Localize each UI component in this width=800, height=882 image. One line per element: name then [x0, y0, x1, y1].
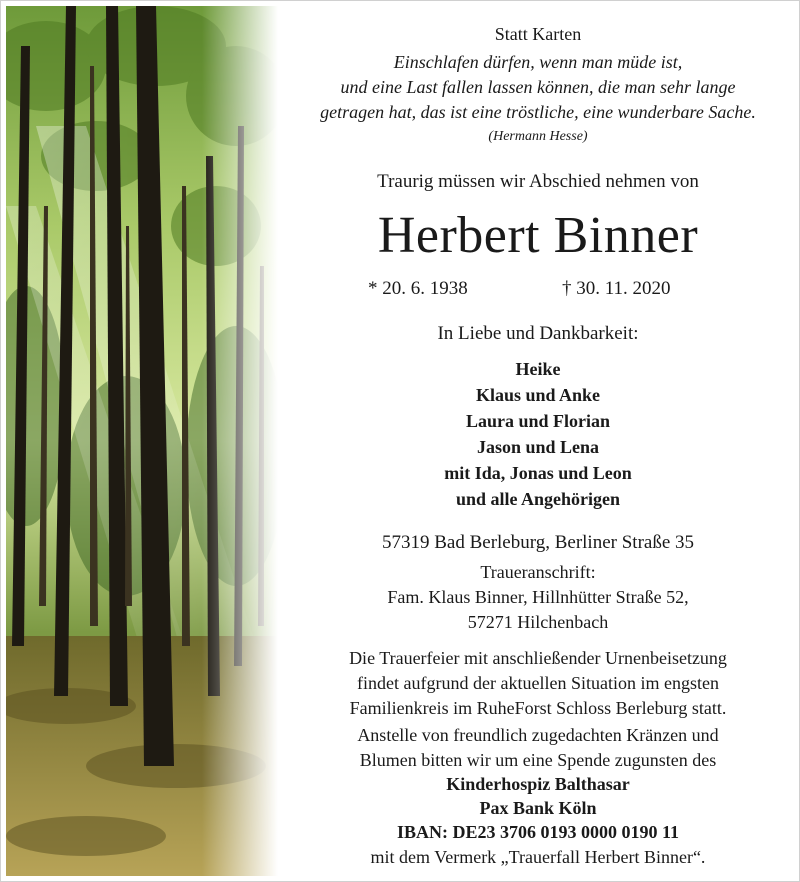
- donation-line: Blumen bitten wir um eine Spende zugunsten des: [359, 750, 717, 770]
- ceremony-line: findet aufgrund der aktuellen Situation im engsten: [357, 673, 719, 693]
- mourner-name: Laura und Florian: [465, 411, 611, 431]
- life-dates: [282, 277, 794, 303]
- quote-line: Einschlafen dürfen, wenn man müde ist,: [393, 52, 683, 72]
- statt-karten: Statt Karten: [494, 24, 582, 44]
- obituary-text: [282, 0, 794, 882]
- mourner-name: und alle Angehörigen: [455, 489, 621, 509]
- mourning-address-label: Traueranschrift:: [480, 562, 596, 582]
- deceased-name: Herbert Binner: [377, 207, 699, 264]
- quote-line: getragen hat, das ist eine tröstliche, eine wunderbare Sache.: [320, 102, 756, 122]
- donation-iban: IBAN: DE23 3706 0193 0000 0190 11: [396, 822, 679, 842]
- death-date: † 30. 11. 2020: [562, 278, 671, 299]
- donation-recipient: Kinderhospiz Balthasar: [446, 774, 630, 794]
- mourner-name: Klaus und Anke: [475, 385, 601, 405]
- donation-line: Anstelle von freundlich zugedachten Kränzen und: [357, 725, 719, 745]
- mourner-name: Heike: [515, 359, 561, 379]
- quote-author: (Hermann Hesse): [488, 129, 588, 144]
- birth-date: * 20. 6. 1938: [368, 278, 468, 299]
- mourner-name: mit Ida, Jonas und Leon: [444, 463, 632, 483]
- mourner-name: Jason und Lena: [476, 437, 600, 457]
- gratitude-text: In Liebe und Dankbarkeit:: [437, 323, 639, 344]
- ceremony-line: Die Trauerfeier mit anschließender Urnenbeisetzung: [349, 648, 727, 668]
- ceremony-line: Familienkreis im RuheForst Schloss Berleburg statt.: [349, 698, 727, 718]
- donation-reference: mit dem Vermerk „Trauerfall Herbert Binner“.: [370, 847, 706, 867]
- mourning-address-line: 57271 Hilchenbach: [467, 612, 609, 632]
- quote-line: und eine Last fallen lassen können, die man sehr lange: [340, 77, 736, 97]
- forest-image: [6, 6, 278, 876]
- donation-bank: Pax Bank Köln: [479, 798, 597, 818]
- mourning-address-line: Fam. Klaus Binner, Hillnhütter Straße 52,: [387, 587, 689, 607]
- intro-text: Traurig müssen wir Abschied nehmen von: [377, 171, 699, 192]
- home-address: 57319 Bad Berleburg, Berliner Straße 35: [381, 532, 695, 553]
